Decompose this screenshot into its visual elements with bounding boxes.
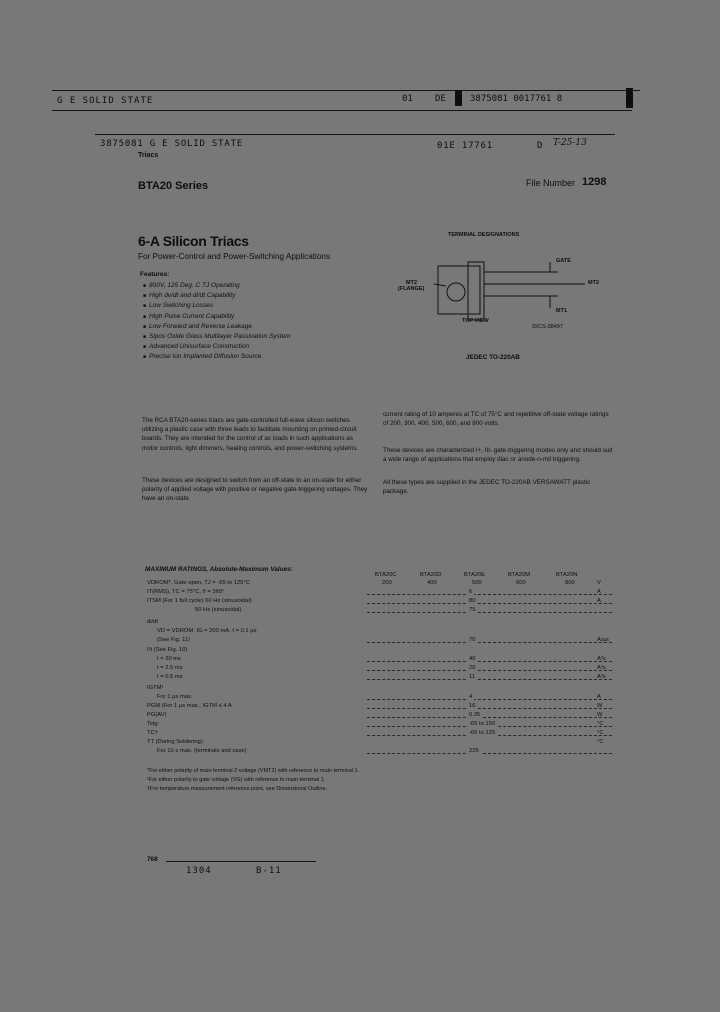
rating-value: 20 bbox=[469, 665, 476, 671]
header-code-a: 01 bbox=[402, 94, 413, 104]
rating-label: IGTM¹ bbox=[147, 685, 164, 691]
column-header: BTA20M bbox=[508, 572, 531, 578]
column-voltage: 600 bbox=[516, 580, 526, 586]
footnote: †For temperature measurement reference point, see Dimensional Outline. bbox=[147, 786, 328, 792]
series-title: BTA20 Series bbox=[138, 180, 209, 192]
footnote: ¹For either polarity to gate voltage (VG) with reference to main terminal 1. bbox=[147, 777, 326, 783]
rating-value: 75 bbox=[469, 607, 476, 613]
rating-value: -65 to 125 bbox=[469, 730, 496, 736]
rating-row bbox=[147, 647, 617, 656]
header-code-c: 3875081 0017761 8 bbox=[470, 94, 563, 104]
header-company: G E SOLID STATE bbox=[57, 96, 154, 106]
rating-row bbox=[147, 598, 617, 607]
rating-row bbox=[147, 637, 617, 646]
rating-unit: A²s bbox=[597, 656, 606, 662]
features-list bbox=[143, 281, 291, 363]
file-number-label: File Number bbox=[526, 178, 576, 188]
rating-row bbox=[147, 721, 617, 730]
rating-value: 70 bbox=[469, 637, 476, 643]
page-number: 768 bbox=[147, 856, 158, 863]
feature-item: ■ Low Switching Losses bbox=[143, 301, 291, 311]
rating-label: di/dt bbox=[147, 619, 158, 625]
package-body bbox=[468, 262, 484, 320]
rating-value: 11 bbox=[469, 674, 476, 680]
rating-unit: °C bbox=[597, 721, 604, 727]
rating-row bbox=[147, 712, 617, 721]
feature-item: ■ High dv/dt and di/dt Capability bbox=[143, 291, 291, 301]
rating-row bbox=[147, 665, 617, 674]
rating-label: VD = VDROM, IG = 200 mA, t = 0.1 µs bbox=[157, 628, 257, 634]
column-voltage: 800 bbox=[565, 580, 575, 586]
rating-unit: °C bbox=[597, 730, 604, 736]
rating-row bbox=[147, 580, 617, 589]
rating-unit: A²s bbox=[597, 674, 606, 680]
rating-row bbox=[147, 730, 617, 739]
rating-row bbox=[147, 703, 617, 712]
rating-label: ITSM (For 1 full cycle) 60 Hz (sinusoidal) bbox=[147, 598, 252, 604]
rating-value: 4 bbox=[469, 694, 473, 700]
rating-label: 50 Hz (sinusoidal) bbox=[195, 607, 242, 613]
column-voltage: 400 bbox=[427, 580, 437, 586]
rating-row bbox=[147, 694, 617, 703]
rating-label: t = 2.5 ms bbox=[157, 665, 183, 671]
rating-row bbox=[147, 607, 617, 616]
flange-pointer bbox=[434, 284, 446, 286]
footer-rule bbox=[166, 861, 316, 862]
header-rule-2 bbox=[52, 110, 632, 111]
feature-item: ■ High Pulse Current Capability bbox=[143, 312, 291, 322]
rating-unit: A/µs bbox=[597, 637, 609, 643]
column-header: BTA20N bbox=[556, 572, 578, 578]
diagram-mt2-label: MT2 bbox=[588, 280, 599, 286]
rating-value: 225 bbox=[469, 748, 479, 754]
handwritten-code: T-25-13 bbox=[553, 138, 587, 148]
rating-row bbox=[147, 739, 617, 748]
rating-unit: W bbox=[597, 712, 603, 718]
rating-unit: °C bbox=[597, 739, 604, 745]
rating-value: 0.35 bbox=[469, 712, 481, 718]
rating-unit: V bbox=[597, 580, 601, 586]
rating-label: (See Fig. 11) bbox=[157, 637, 191, 643]
rating-row bbox=[147, 685, 617, 694]
rating-unit: A²s bbox=[597, 665, 606, 671]
description-p1: The RCA BTA20-series triacs are gate-controlled full-wave silicon switches utilizing a plastic case with three leads to facilitate mounting on printed-circuit boards. They are intended for the control of ac loads in such applications as motor controls, light dimmers, heating controls, and power-switching systems. bbox=[142, 417, 359, 452]
rating-row bbox=[147, 748, 617, 757]
description-p3: current rating of 10 amperes at TC of 75°C and repetitive off-state voltage ratings of 200, 300, 400, 500, 600, and 800 volts. bbox=[383, 411, 609, 428]
rating-row bbox=[147, 656, 617, 665]
rating-row bbox=[147, 674, 617, 683]
header-line2-d: D bbox=[537, 141, 543, 151]
rating-label: Tstg bbox=[147, 721, 158, 727]
file-number: 1298 bbox=[582, 176, 607, 188]
column-voltage: 500 bbox=[472, 580, 482, 586]
description-p2: These devices are designed to switch from an off-state to an on-state for either polarity of applied voltage with positive or negative gate-triggering voltages. They have an on-state bbox=[142, 477, 368, 503]
to220-package-diagram bbox=[390, 246, 620, 356]
rating-label: For 1 µs max. bbox=[157, 694, 193, 700]
product-title: 6-A Silicon Triacs bbox=[138, 233, 249, 249]
feature-item: ■ 800V, 125 Deg. C TJ Operating bbox=[143, 281, 291, 291]
rating-label: TT (During Soldering): bbox=[147, 739, 205, 745]
rating-label: I²t (See Fig. 10) bbox=[147, 647, 188, 653]
diagram-mt1-label: MT1 bbox=[556, 308, 567, 314]
rating-label: PG(AV) bbox=[147, 712, 167, 718]
diagram-gate-label: GATE bbox=[556, 258, 571, 264]
feature-item: ■ Precise Ion Implanted Diffusion Source bbox=[143, 352, 291, 362]
ratings-heading: MAXIMUM RATINGS, Absolute-Maximum Values: bbox=[145, 566, 293, 573]
rating-unit: A bbox=[597, 694, 601, 700]
rating-label: IT(RMS), TC = 75°C, θ = 360° bbox=[147, 589, 225, 595]
rating-value: 16 bbox=[469, 703, 476, 709]
diagram-flange-label: (FLANGE) bbox=[398, 286, 425, 292]
rating-label: TC† bbox=[147, 730, 158, 736]
rating-value: -65 to 150 bbox=[469, 721, 496, 727]
rating-row bbox=[147, 628, 617, 637]
section-label: Triacs bbox=[138, 152, 159, 159]
second-rule bbox=[95, 134, 615, 135]
header-code-b: DE bbox=[435, 94, 446, 104]
rating-value: 40 bbox=[469, 656, 476, 662]
rating-unit: A bbox=[597, 598, 601, 604]
header-line2-company: 3875081 G E SOLID STATE bbox=[100, 139, 244, 149]
footer-stamp-b: B-11 bbox=[256, 866, 282, 876]
top-rule bbox=[52, 90, 640, 91]
rating-label: PGM (For 1 µs max., IGTM ≤ 4 A bbox=[147, 703, 232, 709]
description-p5: All these types are supplied in the JEDEC TO-220AB VERSAWATT plastic package. bbox=[383, 479, 591, 496]
diagram-code: 92CS-38497 bbox=[532, 324, 563, 330]
package-flange bbox=[438, 266, 480, 314]
rating-row bbox=[147, 589, 617, 598]
footnote: *For either polarity of main terminal 2 voltage (VMT2) with reference to main terminal 1. bbox=[147, 768, 360, 774]
features-heading: Features: bbox=[140, 271, 170, 278]
rating-value: 80 bbox=[469, 598, 476, 604]
rating-label: For 10 s max. (terminals and case) bbox=[157, 748, 247, 754]
feature-item: ■ Low Forward and Reverse Leakage bbox=[143, 322, 291, 332]
package-name: JEDEC TO-220AB bbox=[466, 354, 520, 361]
rating-row bbox=[147, 619, 617, 628]
header-line2-code: 01E 17761 bbox=[437, 141, 493, 151]
rating-unit: A bbox=[597, 589, 601, 595]
feature-item: ■ Advanced Unisurface Construction bbox=[143, 342, 291, 352]
feature-item: ■ Sipos Oxide Glass Multilayer Passivation System bbox=[143, 332, 291, 342]
product-subtitle: For Power-Control and Power-Switching Applications bbox=[138, 252, 331, 261]
rating-label: VDROM*, Gate open, TJ = -65 to 125°C bbox=[147, 580, 250, 586]
rating-label: t = 0.5 ms bbox=[157, 674, 183, 680]
rating-value: 6 bbox=[469, 589, 473, 595]
header-mark-right bbox=[626, 88, 633, 108]
rating-unit: W bbox=[597, 703, 603, 709]
column-header: BTA20E bbox=[464, 572, 486, 578]
rating-label: t = 20 ms bbox=[157, 656, 182, 662]
column-voltage: 200 bbox=[382, 580, 392, 586]
column-header: BTA20C bbox=[375, 572, 397, 578]
diagram-flange-mt2: MT2 bbox=[406, 280, 417, 286]
header-mark bbox=[455, 90, 462, 106]
diagram-top-view: TOP VIEW bbox=[462, 318, 489, 324]
footer-stamp-a: 1304 bbox=[186, 866, 212, 876]
column-header: BTA20D bbox=[420, 572, 442, 578]
diagram-title: TERMINAL DESIGNATIONS bbox=[448, 232, 520, 238]
mounting-hole bbox=[447, 283, 465, 301]
description-p4: These devices are characterized I+, III- gate-triggering modes only and should suit a wide range of applications that employ diac or anode-n-mil triggering. bbox=[383, 447, 613, 464]
